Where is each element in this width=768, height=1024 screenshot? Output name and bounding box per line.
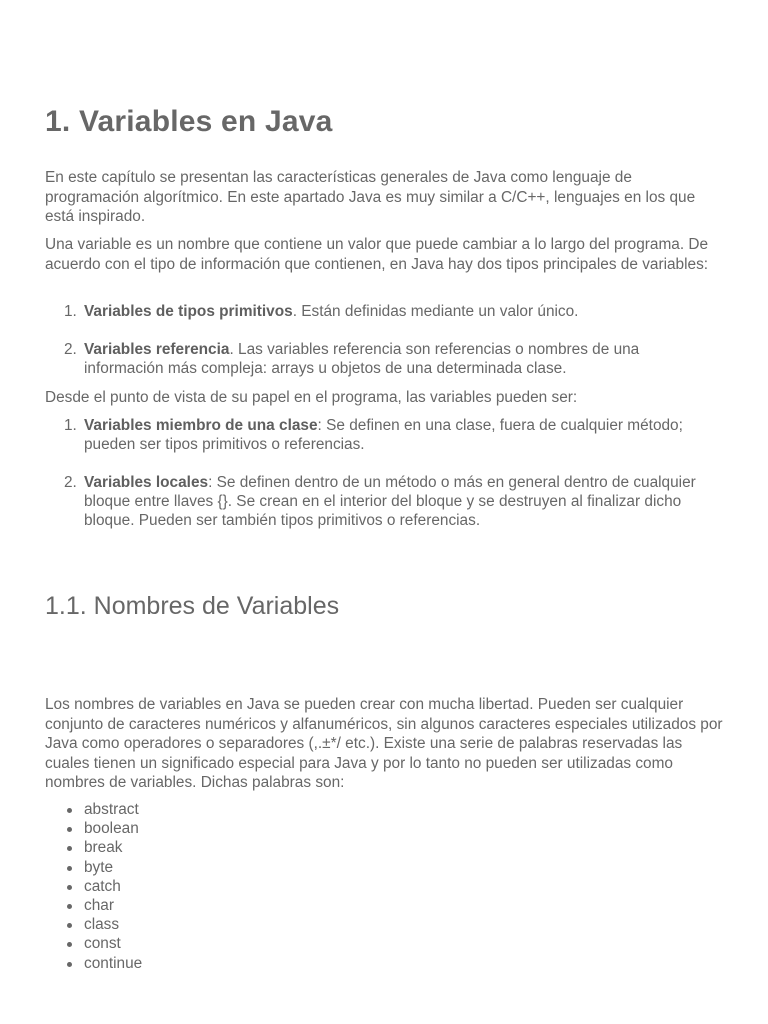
bullet-icon <box>67 866 72 871</box>
bullet-icon <box>67 923 72 928</box>
variable-types-list <box>45 302 725 378</box>
list-item <box>45 340 684 378</box>
bullet-icon <box>67 885 72 890</box>
list-item <box>45 896 725 915</box>
reserved-word: catch <box>84 877 121 895</box>
list-item <box>45 800 725 819</box>
list-term: Variables locales <box>84 474 209 491</box>
list-item <box>45 473 704 530</box>
list-text: : Se definen en una clase, fuera de cualquier método; pueden ser tipos primitivos o referencias. <box>84 417 683 453</box>
reserved-word: break <box>84 839 123 857</box>
bullet-icon <box>67 962 72 967</box>
list-item <box>45 954 725 973</box>
list-item <box>45 858 725 877</box>
list-item <box>45 877 725 896</box>
names-paragraph: Los nombres de variables en Java se pueden crear con mucha libertad. Pueden ser cualquier conjunto de caracteres numéricos y alfanuméricos, sin algunos caracteres especiales utilizados por Java como operadores o separadores (,.±*/ etc.). Existe una serie de palabras reservadas las cuales tienen un significado especial para Java y por lo tanto no pueden ser utilizadas como nombres de variables. Dichas palabras son: <box>45 696 723 791</box>
bullet-icon <box>67 846 72 851</box>
reserved-word: boolean <box>84 820 139 838</box>
list-number: 1. <box>64 417 77 434</box>
section-heading: 1.1. Nombres de Variables <box>45 592 340 620</box>
list-term: Variables miembro de una clase <box>84 417 318 434</box>
variable-roles-list <box>45 416 725 530</box>
list-text: . Están definidas mediante un valor único. <box>292 303 579 320</box>
intro-paragraph: En este capítulo se presentan las características generales de Java como lenguaje de programación algorítmico. En este apartado Java es muy similar a C/C++, lenguajes en los que está inspirado. <box>45 169 696 225</box>
list-number: 2. <box>64 474 77 491</box>
reserved-word: char <box>84 897 114 915</box>
reserved-word: const <box>84 935 121 953</box>
list-item <box>45 302 725 340</box>
list-item <box>45 915 725 934</box>
names-paragraph-block <box>45 695 725 793</box>
role-intro-paragraph: Desde el punto de vista de su papel en el programa, las variables pueden ser: <box>45 389 578 406</box>
reserved-word: continue <box>84 954 143 972</box>
list-text: : Se definen dentro de un método o más en general dentro de cualquier bloque entre llaves {}. Se crean en el interior del bloque y se destruyen al finalizar dicho bloque. Pueden ser también tipos primitivos o referencias. <box>84 474 696 529</box>
list-term: Variables de tipos primitivos <box>84 303 293 320</box>
reserved-word: class <box>84 916 120 934</box>
chapter-heading: 1. Variables en Java <box>45 105 333 138</box>
list-number: 2. <box>64 341 77 358</box>
intro-paragraph-block <box>45 168 725 227</box>
bullet-icon <box>67 808 72 813</box>
bullet-icon <box>67 904 72 909</box>
bullet-icon <box>67 942 72 947</box>
list-text: . Las variables referencia son referencias o nombres de una información más compleja: arrays u objetos de una determinada clase. <box>84 341 640 377</box>
list-item <box>45 838 725 857</box>
list-item <box>45 819 725 838</box>
reserved-words-list <box>45 800 725 973</box>
bullet-icon <box>67 827 72 832</box>
list-item <box>45 416 684 473</box>
list-term: Variables referencia <box>84 341 230 358</box>
reserved-word: byte <box>84 858 114 876</box>
list-number: 1. <box>64 303 77 320</box>
list-item <box>45 934 725 953</box>
definition-paragraph-block <box>45 235 725 274</box>
reserved-word: abstract <box>84 801 139 818</box>
definition-paragraph: Una variable es un nombre que contiene un valor que puede cambiar a lo largo del programa. De acuerdo con el tipo de información que contienen, en Java hay dos tipos principales de variables: <box>45 236 709 273</box>
role-intro-block <box>45 388 725 408</box>
